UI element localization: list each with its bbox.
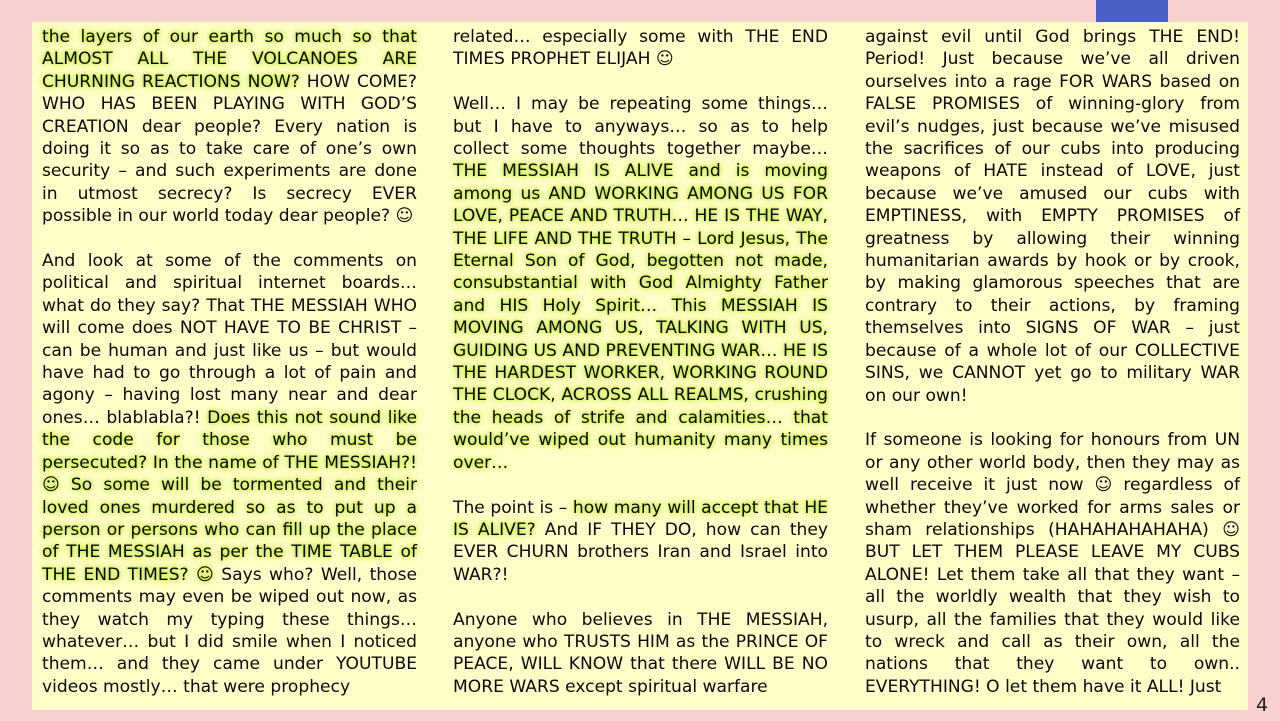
paragraph — [865, 26, 1240, 407]
text-run: Anyone who believes in THE MESSIAH, anyone who TRUSTS HIM as the PRINCE OF PEACE, WILL KNOW that there WILL BE NO MORE WARS except spiritual warfare — [453, 609, 828, 697]
paragraph — [453, 497, 828, 587]
text-column-1 — [42, 26, 417, 721]
document-page — [32, 22, 1248, 710]
text-run: Well… I may be repeating some things… but I have to anyways… so as to help collect some thoughts together maybe… — [453, 94, 828, 160]
paragraph — [865, 429, 1240, 698]
paragraph — [42, 250, 417, 698]
text-run: related… especially some with THE END TIMES PROPHET ELIJAH ☺ — [453, 27, 828, 70]
paragraph — [453, 26, 828, 71]
text-column-3 — [865, 26, 1240, 721]
text-run: And IF THEY DO, how can they EVER CHURN brothers Iran and Israel into WAR?! — [453, 519, 828, 585]
top-accent-tab — [1096, 0, 1168, 22]
text-column-2 — [453, 26, 828, 721]
page-number: 4 — [1256, 694, 1269, 716]
highlighted-text: Does this not sound like the code for those who must be persecuted? In the name of THE MESSIAH?! ☺ So some will be tormented and their loved ones murdered so as to put up a person or persons who can fill up the place of THE MESSIAH as per the TIME TABLE of THE END TIMES? ☺ — [42, 407, 417, 585]
highlighted-text: THE MESSIAH IS ALIVE and is moving among us AND WORKING AMONG US FOR LOVE, PEACE AND TRUTH… HE IS THE WAY, THE LIFE AND THE TRUTH – Lord Jesus, The Eternal Son of God, begotten not made, consubstantial with God Almighty Father and HIS Holy Spirit… This MESSIAH IS MOVING AMONG US, TALKING WITH US, GUIDING US AND PREVENTING WAR… HE IS THE HARDEST WORKER, WORKING ROUND THE CLOCK, ACROSS ALL REALMS, crushing the heads of strife and calamities… that would’ve wiped out humanity many times over… — [453, 161, 828, 473]
highlighted-text: how many will accept that HE IS ALIVE? — [453, 497, 828, 540]
paragraph — [453, 93, 828, 474]
highlighted-text: the layers of our earth so much so that ALMOST ALL THE VOLCANOES ARE CHURNING REACTIONS NOW? — [42, 27, 417, 92]
text-run: And look at some of the comments on political and spiritual internet boards… what do they say? That THE MESSIAH WHO will come does NOT HAVE TO BE CHRIST – can be human and just like us – but would have had to go through a lot of pain and agony – having lost many near and dear ones… blablabla?! — [42, 251, 417, 428]
paragraph — [42, 26, 417, 228]
text-run: Says who? Well, those comments may even be wiped out now, as they watch my typing these things… whatever… but I did smile when I noticed them… and they came under YOUTUBE videos mostly… that were prophecy — [42, 564, 417, 697]
text-run: HOW COME? WHO HAS BEEN PLAYING WITH GOD’S CREATION dear people? Every nation is doing it so as to take care of one’s own security – and such experiments are done in utmost secrecy? Is secrecy EVER possible in our world today dear people? ☺ — [42, 71, 417, 227]
text-run: If someone is looking for honours from UN or any other world body, then they may as well receive it just now ☺ regardless of whether they’ve worked for arms sales or sham relationships (HAHAHAHAHAHA) ☺ BUT LET THEM PLEASE LEAVE MY CUBS ALONE! Let them take all that they want – all the worldly wealth that they wish to usurp, all the families that they would like to wreck and call as their own, all the nations that they want to own.. EVERYTHING! O let them have it ALL! Just — [865, 430, 1240, 697]
text-run: against evil until God brings THE END! Period! Just because we’ve all driven ourselves into a rage FOR WARS based on FALSE PROMISES of winning-glory from evil’s nudges, just because we’ve misused the sacrifices of our cubs into producing weapons of HATE instead of LOVE, just because we’ve amused our cubs with EMPTINESS, with EMPTY PROMISES of greatness by allowing their winning humanitarian awards by hook or by crook, by making glamorous speeches that are contrary to their actions, by framing themselves into SIGNS OF WAR – just because of a whole lot of our COLLECTIVE SINS, we CANNOT yet go to military WAR on our own! — [865, 27, 1240, 406]
text-run: The point is – — [453, 497, 573, 518]
paragraph — [453, 609, 828, 699]
